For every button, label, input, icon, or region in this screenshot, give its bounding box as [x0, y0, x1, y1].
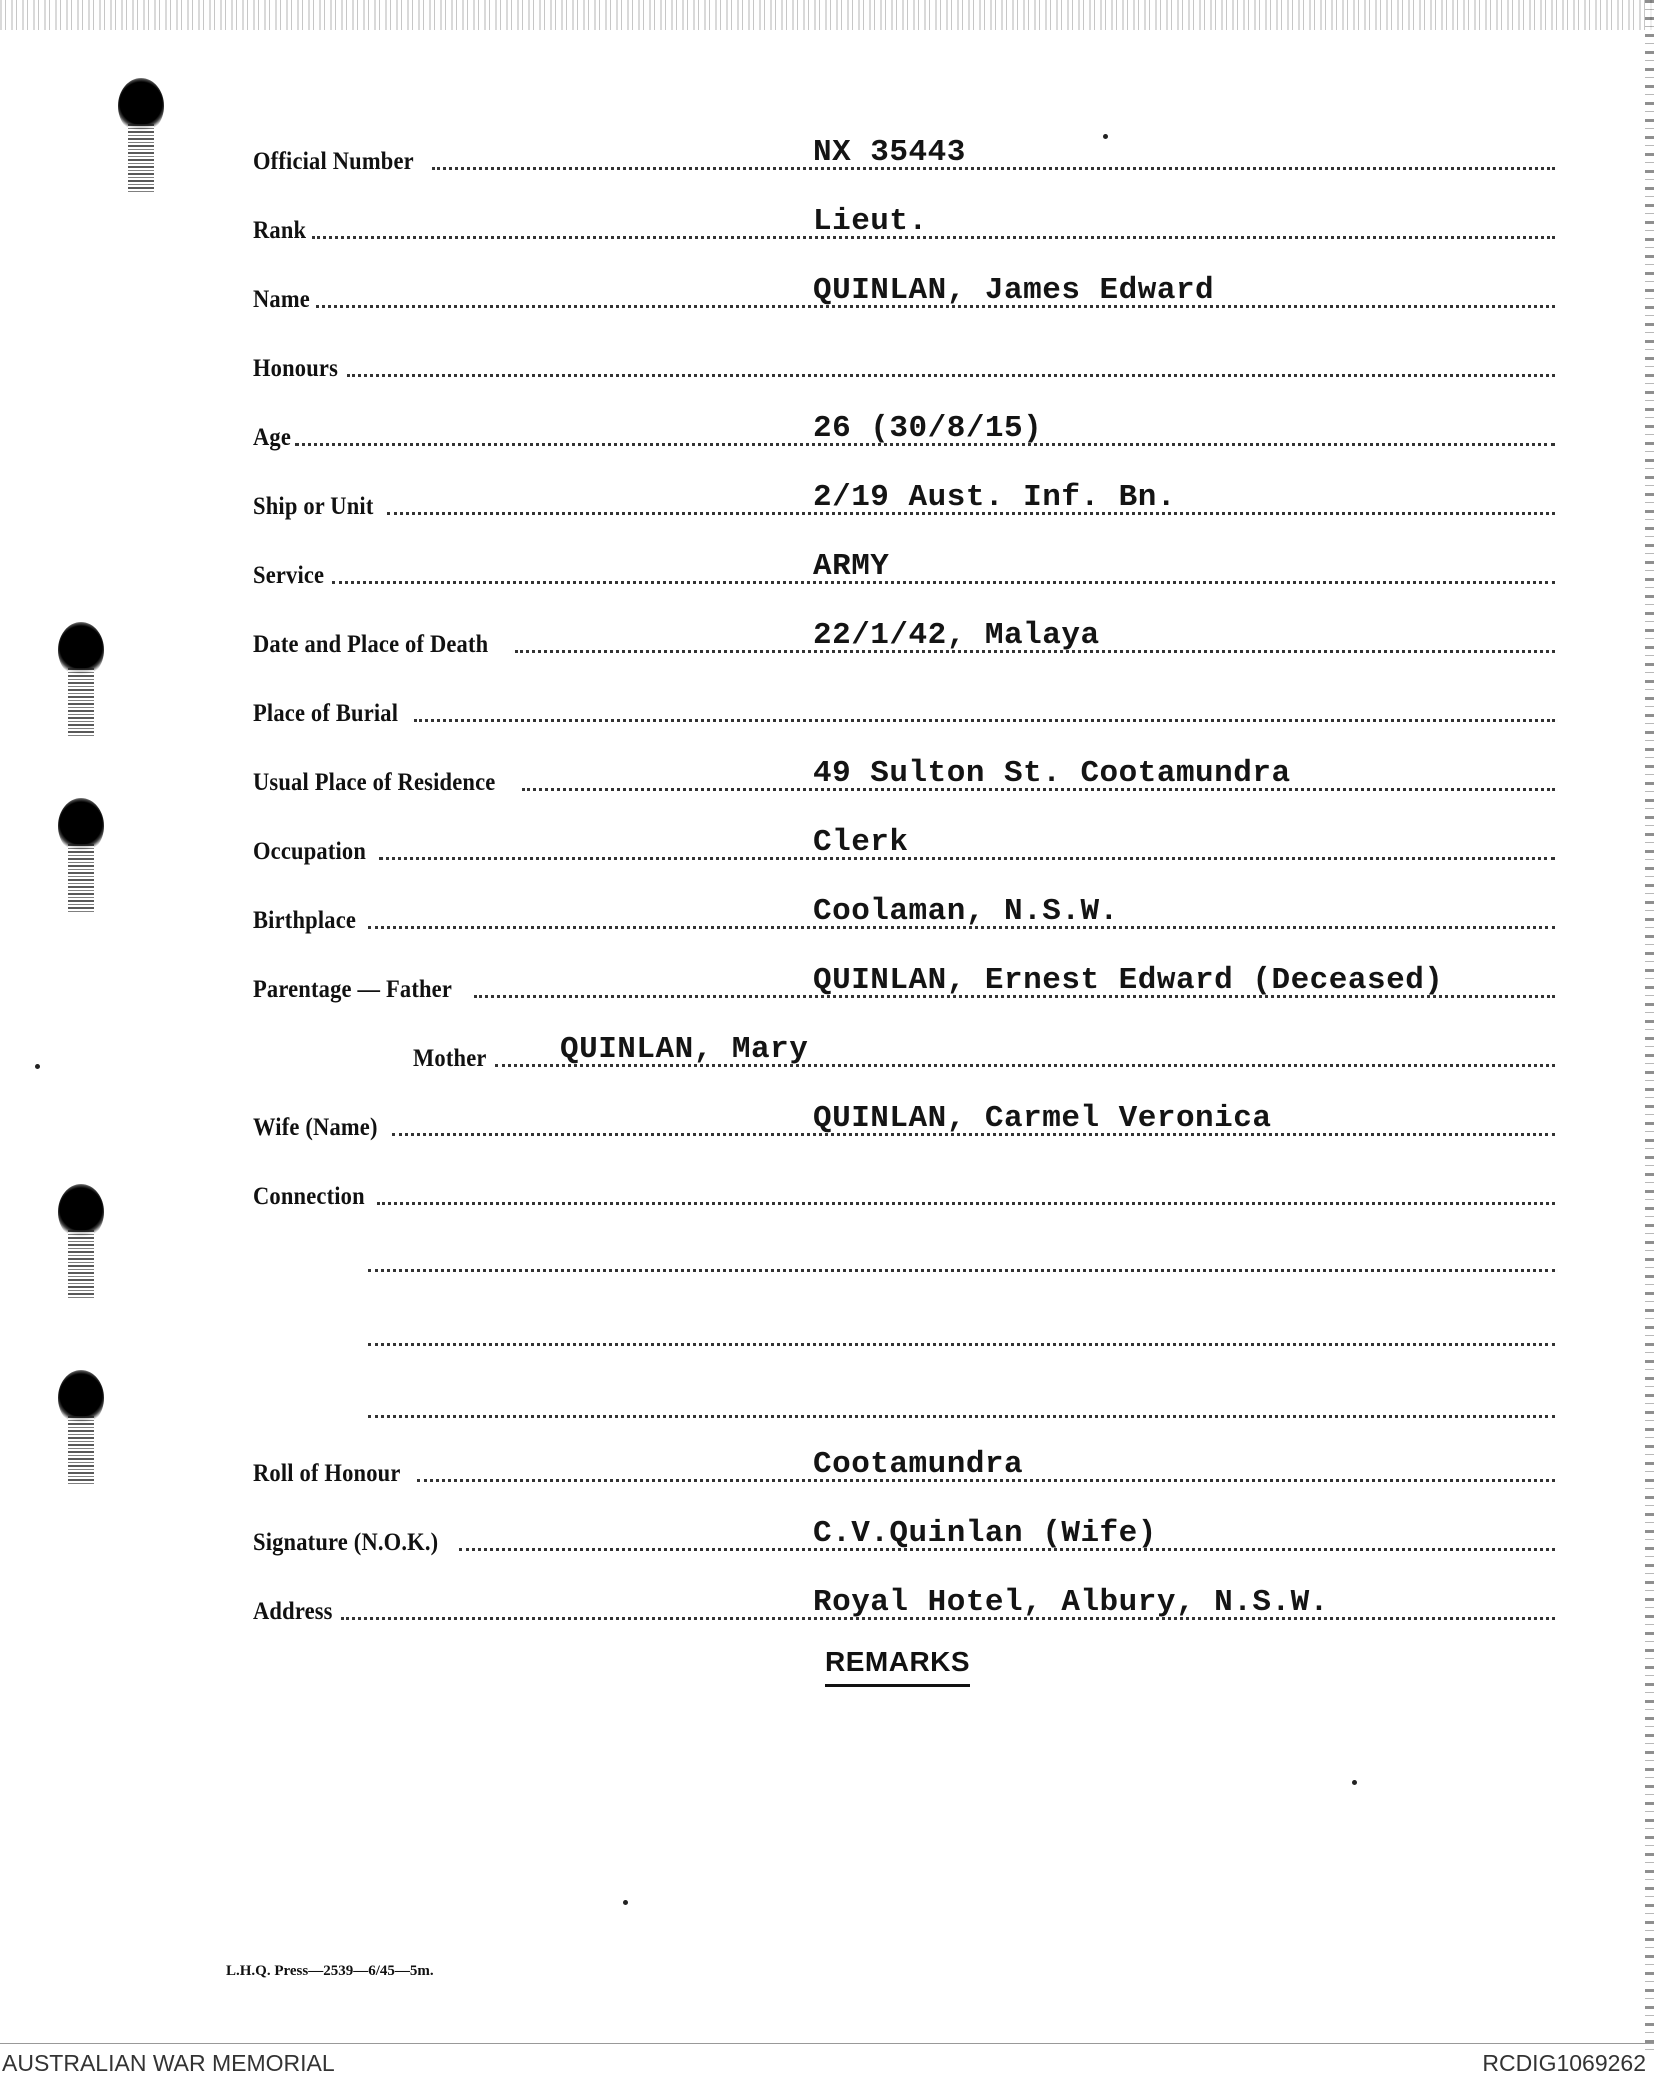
field-occupation [253, 818, 1555, 868]
field-rank [253, 197, 1555, 247]
field-label: Roll of Honour [253, 1460, 401, 1487]
field-label: Age [253, 424, 292, 451]
dotted-line [379, 856, 1555, 860]
scan-noise-top [0, 0, 1654, 30]
dotted-line [332, 580, 1555, 584]
punch-hole-5 [58, 1370, 104, 1426]
field-label: Occupation [253, 838, 367, 865]
field-roll-of-honour [253, 1440, 1555, 1490]
field-value: 2/19 Aust. Inf. Bn. [813, 480, 1176, 515]
field-usual-residence [253, 749, 1555, 799]
field-label: Usual Place of Residence [253, 769, 496, 796]
field-value: 22/1/42, Malaya [813, 618, 1100, 653]
field-wife-name [253, 1094, 1555, 1144]
field-name [253, 266, 1555, 316]
scan-speck [1352, 1780, 1357, 1785]
scan-noise-right [1645, 0, 1654, 2050]
printer-note: L.H.Q. Press—2539—6/45—5m. [226, 1963, 434, 1979]
field-ship-or-unit [253, 473, 1555, 523]
connection-blank-line-1 [368, 1266, 1555, 1272]
field-value: NX 35443 [813, 135, 966, 170]
field-value: Clerk [813, 825, 909, 860]
field-value: Lieut. [813, 204, 928, 239]
field-value: C.V.Quinlan (Wife) [813, 1516, 1157, 1551]
field-label: Service [253, 562, 325, 589]
punch-hole-2 [58, 622, 104, 678]
field-birthplace [253, 887, 1555, 937]
field-value: Cootamundra [813, 1447, 1024, 1482]
field-signature-nok [253, 1509, 1555, 1559]
scan-speck [1103, 134, 1108, 139]
field-date-place-of-death [253, 611, 1555, 661]
connection-blank-line-2 [368, 1340, 1555, 1346]
field-label: Honours [253, 355, 339, 382]
field-label: Rank [253, 217, 307, 244]
dotted-line [432, 166, 1555, 170]
field-label: Connection [253, 1183, 365, 1210]
field-label: Address [253, 1598, 333, 1625]
dotted-line [377, 1201, 1555, 1205]
field-official-number [253, 128, 1555, 178]
footer-record-id: RCDIG1069262 [1482, 2050, 1646, 2076]
field-label: Mother [413, 1045, 487, 1072]
field-mother [413, 1025, 1555, 1075]
connection-blank-line-3 [368, 1412, 1555, 1418]
field-connection [253, 1163, 1555, 1213]
field-value: ARMY [813, 549, 890, 584]
field-label: Name [253, 286, 310, 313]
remarks-heading: REMARKS [825, 1646, 970, 1687]
scan-speck [623, 1900, 628, 1905]
field-value: 26 (30/8/15) [813, 411, 1043, 446]
dotted-line [312, 235, 1555, 239]
field-father [253, 956, 1555, 1006]
punch-hole-1 [118, 78, 164, 134]
dotted-line [414, 718, 1555, 722]
field-label: Parentage — Father [253, 976, 453, 1003]
dotted-line [347, 373, 1555, 377]
field-value: QUINLAN, Mary [560, 1032, 809, 1067]
field-value: QUINLAN, Carmel Veronica [813, 1101, 1272, 1136]
punch-hole-4 [58, 1184, 104, 1240]
field-address [253, 1578, 1555, 1628]
field-value: QUINLAN, James Edward [813, 273, 1215, 308]
field-label: Birthplace [253, 907, 357, 934]
footer-divider [0, 2043, 1654, 2044]
field-label: Place of Burial [253, 700, 399, 727]
punch-hole-3 [58, 798, 104, 854]
field-honours [253, 335, 1555, 385]
field-value: 49 Sulton St. Cootamundra [813, 756, 1291, 791]
scan-speck [35, 1064, 40, 1069]
field-label: Official Number [253, 148, 414, 175]
field-age [253, 404, 1555, 454]
field-label: Signature (N.O.K.) [253, 1529, 439, 1556]
footer-archive-name: AUSTRALIAN WAR MEMORIAL [2, 2050, 335, 2076]
field-label: Ship or Unit [253, 493, 374, 520]
field-place-of-burial [253, 680, 1555, 730]
field-service [253, 542, 1555, 592]
field-value: Royal Hotel, Albury, N.S.W. [813, 1585, 1329, 1620]
field-label: Wife (Name) [253, 1114, 378, 1141]
field-label: Date and Place of Death [253, 631, 489, 658]
field-value: Coolaman, N.S.W. [813, 894, 1119, 929]
field-value: QUINLAN, Ernest Edward (Deceased) [813, 963, 1444, 998]
